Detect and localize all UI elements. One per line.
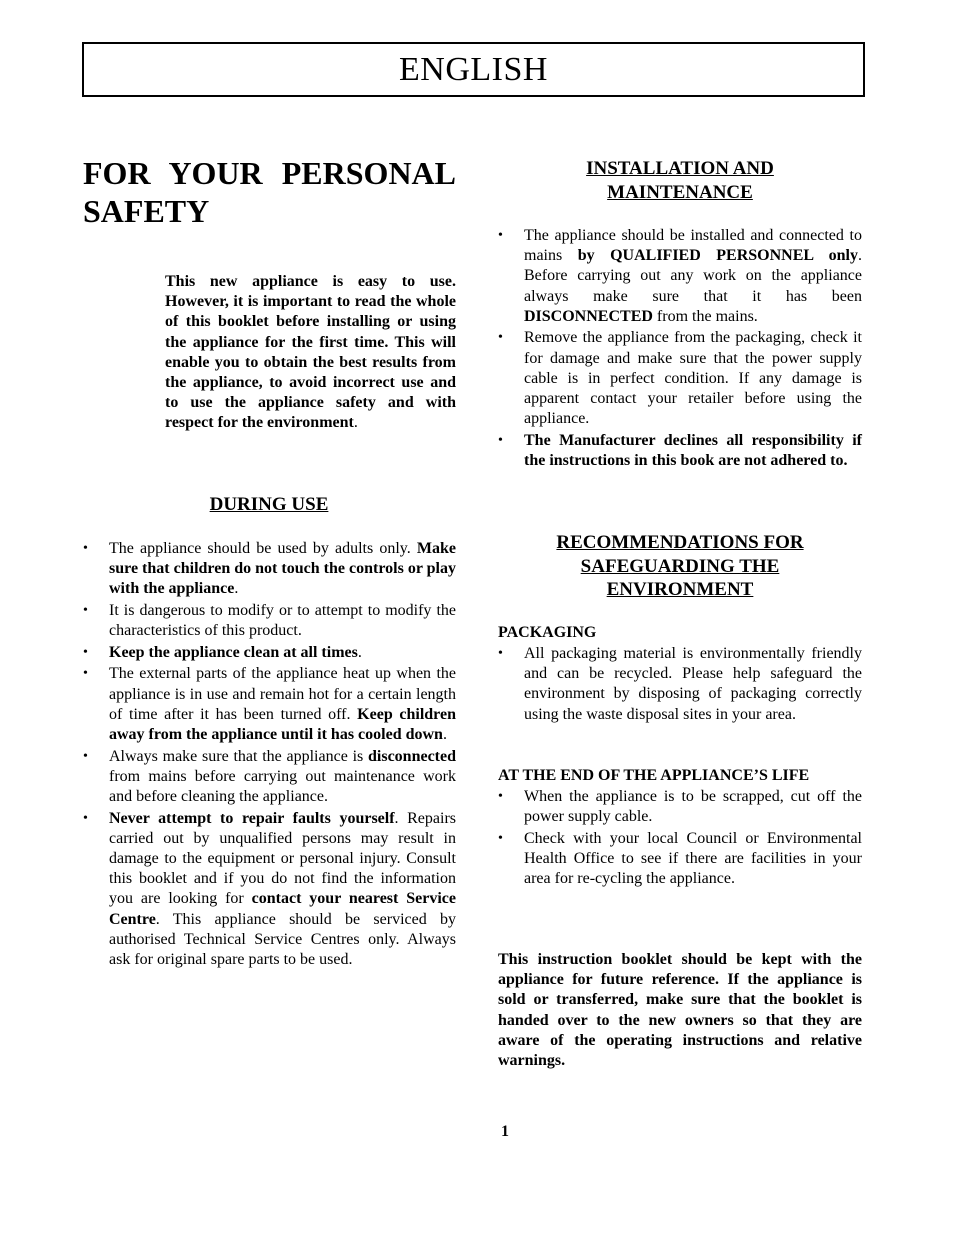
list-item	[498, 431, 862, 471]
list-item	[498, 829, 862, 890]
bullet-icon: •	[498, 646, 503, 661]
body-text: When the appliance is to be scrapped, cut off the power supply cable.	[524, 788, 862, 826]
language-title: ENGLISH	[399, 50, 548, 88]
bullet-icon: •	[83, 748, 88, 764]
list-item	[498, 787, 862, 827]
list-item	[83, 539, 456, 600]
bullet-icon: •	[498, 432, 503, 448]
emphasis-text: by QUALIFIED PERSONNEL only	[577, 247, 858, 265]
page-title-line2: SAFETY	[83, 193, 210, 229]
bullet-icon: •	[498, 789, 503, 804]
body-text: from the mains.	[652, 307, 758, 325]
body-text: The appliance should be installed and connected to mains	[524, 227, 862, 265]
bullet-icon: •	[498, 228, 503, 243]
packaging-heading: PACKAGING	[498, 624, 597, 641]
bullet-icon: •	[83, 603, 88, 618]
emphasis-text: contact your nearest Service Centre	[109, 890, 456, 928]
installation-heading	[498, 157, 862, 204]
bullet-icon: •	[83, 810, 88, 826]
emphasis-text: The Manufacturer declines all responsibility if the instructions in this book are not adhered to.	[524, 431, 862, 470]
body-text: . This appliance should be serviced by authorised Technical Service Centres only. Always ask for original spare parts to be used.	[109, 910, 456, 969]
installation-heading-line2: MAINTENANCE	[607, 181, 753, 203]
body-text: .	[234, 580, 239, 598]
bullet-icon: •	[498, 330, 503, 346]
end-of-life-list	[498, 787, 862, 891]
list-item	[83, 601, 456, 641]
environment-heading-line1: RECOMMENDATIONS FOR	[556, 532, 804, 553]
installation-list	[498, 226, 862, 473]
body-text: Always make sure that the appliance is	[109, 747, 368, 765]
emphasis-text: DISCONNECTED	[524, 307, 653, 325]
list-item	[498, 328, 862, 429]
body-text: . Before carrying out any work on the appliance always make sure that it has been	[524, 247, 862, 305]
list-item	[83, 809, 456, 971]
list-item	[498, 226, 862, 327]
bullet-icon: •	[498, 830, 503, 846]
during-use-heading: DURING USE	[209, 494, 329, 515]
emphasis-text: Keep the appliance clean at all times	[109, 643, 358, 661]
emphasis-text: Make sure that children do not touch the controls or play with the appliance	[109, 540, 456, 598]
environment-heading-line3: ENVIRONMENT	[606, 579, 754, 600]
language-header-box	[82, 42, 865, 97]
intro-end: .	[353, 414, 358, 432]
bullet-icon: •	[83, 666, 88, 682]
body-text: .	[442, 726, 447, 743]
list-item	[83, 643, 456, 663]
end-of-life-heading: AT THE END OF THE APPLIANCE’S LIFE	[498, 767, 810, 784]
environment-heading-line2: SAFEGUARDING THE	[580, 555, 780, 577]
body-text: It is dangerous to modify or to attempt to modify the characteristics of this product.	[109, 602, 456, 640]
bullet-icon: •	[83, 644, 88, 660]
packaging-list	[498, 644, 862, 726]
body-text: All packaging material is environmentally friendly and can be recycled. Please help safeguard the environment by disposing of packaging correctly using the waste disposal sites in your area.	[524, 645, 862, 723]
emphasis-text: Keep children away from the appliance until it has cooled down	[109, 705, 456, 743]
installation-heading-line1: INSTALLATION AND	[586, 158, 774, 179]
page-title	[83, 154, 456, 230]
closing-paragraph: This instruction booklet should be kept with the appliance for future reference. If the appliance is sold or transferred, make sure that the booklet is handed over to the new owners so that they are aware of the operating instructions and relative warnings.	[498, 951, 862, 1070]
body-text: The appliance should be used by adults only.	[109, 540, 417, 557]
body-text: The external parts of the appliance heat up when the appliance is in use and remain hot for a certain length of time after it has been turned off.	[109, 665, 456, 723]
body-text: .	[357, 643, 362, 661]
list-item	[83, 664, 456, 745]
list-item	[498, 644, 862, 725]
during-use-list	[83, 539, 456, 972]
body-text: from mains before carrying out maintenance work and before cleaning the appliance.	[109, 767, 456, 805]
intro-paragraph	[165, 272, 456, 434]
intro-text: This new appliance is easy to use. However, it is important to read the whole of this booklet before installing or using the appliance for the first time. This will enable you to obtain the best results from the appliance, to avoid incorrect use and to use the appliance safety and with respect for the environment	[165, 273, 456, 432]
emphasis-text: disconnected	[368, 747, 456, 765]
body-text: Remove the appliance from the packaging, check it for damage and make sure that the power supply cable is in perfect condition. If any damage is apparent contact your retailer before using the appliance.	[524, 329, 862, 428]
page-number: 1	[501, 1123, 509, 1140]
emphasis-text: Never attempt to repair faults yourself	[109, 809, 395, 827]
list-item	[83, 747, 456, 808]
body-text: . Repairs carried out by unqualified persons may result in damage to the equipment or personal injury. Consult this booklet and if you do not find the information you are looking for	[109, 809, 457, 908]
body-text: Check with your local Council or Environmental Health Office to see if there are facilities in your area for re-cycling the appliance.	[524, 829, 862, 888]
environment-heading	[498, 531, 862, 602]
page-title-line1: FOR YOUR PERSONAL	[83, 155, 456, 191]
bullet-icon: •	[83, 541, 88, 556]
